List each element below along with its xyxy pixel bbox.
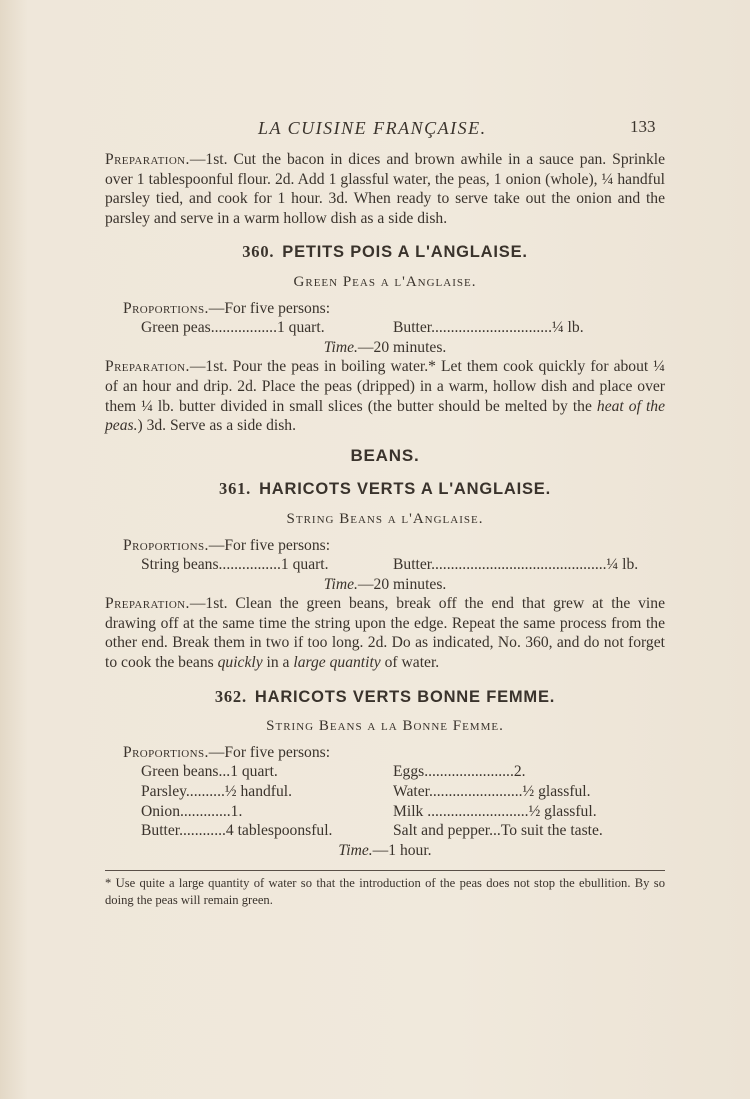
running-header [0, 116, 750, 142]
preparation-label: Preparation. [105, 151, 190, 168]
recipe-362-heading [105, 687, 665, 708]
recipe-362-ingredients [105, 762, 665, 840]
running-title: LA CUISINE FRANÇAISE. [258, 118, 487, 138]
prep-italic: large quantity [293, 654, 381, 672]
proportions-label: Proportions. [123, 536, 209, 554]
preparation-label: Preparation. [105, 595, 190, 613]
recipe-360-title: PETITS POIS A L'ANGLAISE. [282, 243, 528, 262]
prep-text: —1st. Pour the peas in boiling water.* Let them cook quickly for about ¼ of an hour and drip. 2d. Place the peas (dripped) in a warm, hollow dish and place over them ¼ lb. butter divided in small slices (the butter should be melted by the [105, 358, 665, 415]
recipe-361-subtitle: String Beans a l'Anglaise. [286, 510, 484, 527]
page-body [105, 150, 665, 909]
footnote: * Use quite a large quantity of water so that the introduction of the peas does not stop the ebullition. By so doing the peas will remain green. [105, 876, 665, 908]
prep-text: in a [262, 654, 294, 672]
ingredient-right: Butter.............................................¼ lb. [393, 556, 639, 574]
recipe-362-number: 362. [214, 686, 247, 706]
recipe-361-proportions [105, 536, 665, 556]
ingredient-left: Green peas.................1 quart. [141, 319, 325, 337]
recipe-360-subtitle: Green Peas a l'Anglaise. [293, 273, 477, 290]
recipe-361-title: HARICOTS VERTS A L'ANGLAISE. [259, 480, 551, 499]
recipe-360-number: 360. [242, 242, 275, 262]
recipe-361-time [105, 575, 665, 595]
recipe-361-number: 361. [219, 479, 252, 499]
preparation-label: Preparation. [105, 358, 190, 376]
recipe-362-proportions [105, 743, 665, 763]
recipe-361-heading [105, 479, 665, 500]
recipe-361-preparation [105, 594, 665, 672]
ingredient-right: Water........................½ glassful. [393, 783, 591, 801]
recipe-360-heading [105, 242, 665, 263]
recipe-360-proportions [105, 299, 665, 319]
ingredient-left: Parsley..........½ handful. [141, 783, 293, 801]
recipe-360-preparation [105, 357, 665, 435]
recipe-360-time [105, 338, 665, 358]
ingredient-right: Milk ..........................½ glassful. [393, 802, 597, 820]
section-heading: BEANS. [350, 445, 420, 465]
proportions-text: —For five persons: [208, 743, 331, 761]
intro-paragraph [105, 150, 665, 228]
prep-italic: heat of the peas. [105, 397, 665, 435]
recipe-362-subtitle: String Beans a la Bonne Femme. [266, 718, 504, 735]
proportions-text: —For five persons: [208, 536, 331, 554]
ingredient-row [105, 318, 665, 338]
ingredient-left: Green beans...1 quart. [141, 763, 278, 781]
ingredient-left: Butter............4 tablespoonsful. [141, 822, 333, 840]
recipe-362-title: HARICOTS VERTS BONNE FEMME. [254, 687, 556, 706]
proportions-text: —For five persons: [208, 299, 331, 317]
time-label: Time. [323, 575, 358, 593]
footnote-rule [105, 870, 665, 871]
time-value: —20 minutes. [357, 575, 447, 593]
prep-text: —1st. Clean the green beans, break off the end that grew at the vine drawing off at the same time the string upon the edge. Repeat the same process from the other end. Break them in two if too long. 2d. Do as indicated, No. 360, and do not forget to cook the beans [105, 595, 665, 672]
proportions-label: Proportions. [123, 299, 209, 317]
ingredient-right: Eggs.......................2. [393, 763, 526, 781]
intro-text: —1st. Cut the bacon in dices and brown awhile in a sauce pan. Sprinkle over 1 tablespoonful flour. 2d. Add 1 glassful water, the peas, 1 onion (whole), ¼ handful parsley tied, and cook for 1 hour. 3d. When ready to serve take out the onion and the parsley and serve in a warm hollow dish as a side dish. [105, 151, 665, 227]
ingredient-left: Onion.............1. [141, 802, 243, 820]
page-number: 133 [630, 117, 656, 136]
recipe-362-time [105, 841, 665, 861]
ingredient-right: Salt and pepper...To suit the taste. [393, 822, 603, 840]
proportions-label: Proportions. [123, 743, 209, 761]
time-value: —1 hour. [372, 841, 432, 859]
prep-text: of water. [380, 654, 440, 672]
ingredient-row [105, 555, 665, 575]
prep-italic: quickly [217, 654, 263, 672]
ingredient-right: Butter...............................¼ lb. [393, 319, 584, 337]
prep-text: ) 3d. Serve as a side dish. [137, 417, 296, 435]
time-label: Time. [338, 841, 373, 859]
time-value: —20 minutes. [357, 338, 447, 356]
time-label: Time. [323, 338, 358, 356]
ingredient-left: String beans................1 quart. [141, 556, 329, 574]
